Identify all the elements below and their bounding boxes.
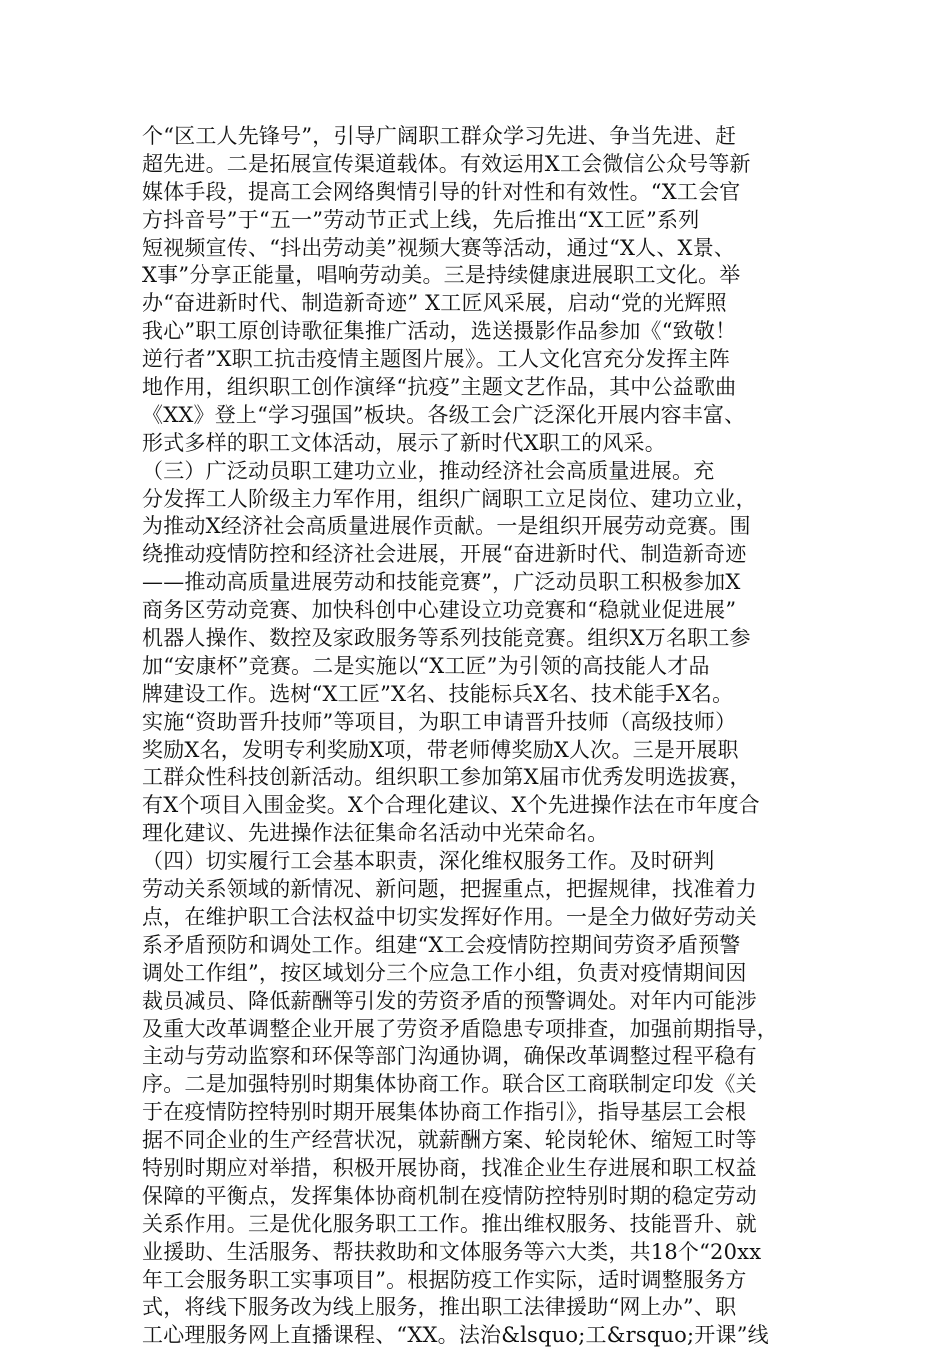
text-line: 据不同企业的生产经营状况，就薪酬方案、轮岗轮休、缩短工时等 <box>142 1128 757 1153</box>
text-line: 机器人操作、数控及家政服务等系列技能竞赛。组织X万名职工参 <box>142 626 751 651</box>
text-line: ——推动高质量进展劳动和技能竞赛”，广泛动员职工积极参加X <box>142 570 741 595</box>
text-line: 有X个项目入围金奖。X个合理化建议、X个先进操作法在市年度合 <box>142 793 760 818</box>
text-line: 于在疫情防控特别时期开展集体协商工作指引》，指导基层工会根 <box>142 1100 747 1125</box>
text-line: 劳动关系领域的新情况、新问题，把握重点，把握规律，找准着力 <box>142 877 757 902</box>
text-line: 媒体手段，提高工会网络舆情引导的针对性和有效性。“X工会官 <box>142 179 741 204</box>
text-line: （三）广泛动员职工建功立业，推动经济社会高质量进展。充 <box>142 458 715 483</box>
text-line: 式，将线下服务改为线上服务，推出职工法律援助“网上办”、职 <box>142 1295 737 1320</box>
text-line: 为推动X经济社会高质量进展作贡献。一是组织开展劳动竞赛。围 <box>142 514 751 539</box>
text-line: 工群众性科技创新活动。组织职工参加第X届市优秀发明选拔赛， <box>142 765 751 790</box>
text-line: 短视频宣传、“抖出劳动美”视频大赛等活动，通过“X人、X景、 <box>142 235 736 260</box>
text-line: 实施“资助晋升技师”等项目，为职工申请晋升技师（高级技师） <box>142 709 737 734</box>
text-line: 奖励X名，发明专利奖励X项，带老师傅奖励X人次。三是开展职 <box>142 737 739 762</box>
text-line: 及重大改革调整企业开展了劳资矛盾隐患专项排查，加强前期指导， <box>142 1016 778 1041</box>
text-line: 年工会服务职工实事项目”。根据防疫工作实际，适时调整服务方 <box>142 1267 747 1292</box>
text-line: 办“奋进新时代、制造新奇迹” X工匠风采展，启动“党的光辉照 <box>142 291 727 316</box>
text-line: 方抖音号”于“五一”劳动节正式上线，先后推出“X工匠”系列 <box>142 207 700 232</box>
text-line: 系矛盾预防和调处工作。组建“X工会疫情防控期间劳资矛盾预警 <box>142 932 741 957</box>
text-line: 我心”职工原创诗歌征集推广活动，选送摄影作品参加《“致敬！ <box>142 319 737 344</box>
text-line: 裁员减员、降低薪酬等引发的劳资矛盾的预警调处。对年内可能涉 <box>142 988 757 1013</box>
text-line: 牌建设工作。选树“X工匠”X名、技能标兵X名、技术能手X名。 <box>142 681 734 706</box>
text-line: 点，在维护职工合法权益中切实发挥好作用。一是全力做好劳动关 <box>142 904 757 929</box>
text-line: 关系作用。三是优化服务职工工作。推出维权服务、技能晋升、就 <box>142 1211 757 1236</box>
body-text <box>142 123 822 1350</box>
text-line: 序。二是加强特别时期集体协商工作。联合区工商联制定印发《关 <box>142 1072 757 1097</box>
text-line: 主动与劳动监察和环保等部门沟通协调，确保改革调整过程平稳有 <box>142 1044 757 1069</box>
text-line: 加“安康杯”竞赛。二是实施以“X工匠”为引领的高技能人才品 <box>142 653 710 678</box>
text-line: 调处工作组”，按区域划分三个应急工作小组，负责对疫情期间因 <box>142 960 747 985</box>
text-line: 特别时期应对举措，积极开展协商，找准企业生存进展和职工权益 <box>142 1155 757 1180</box>
text-line: 超先进。二是拓展宣传渠道载体。有效运用X工会微信公众号等新 <box>142 151 751 176</box>
text-line: 保障的平衡点，发挥集体协商机制在疫情防控特别时期的稳定劳动 <box>142 1183 757 1208</box>
text-line: 逆行者”X职工抗击疫情主题图片展》。工人文化宫充分发挥主阵 <box>142 347 730 372</box>
text-line: 业援助、生活服务、帮扶救助和文体服务等六大类，共18个“20xx <box>142 1239 762 1264</box>
text-line: 理化建议、先进操作法征集命名活动中光荣命名。 <box>142 821 609 846</box>
text-line: 商务区劳动竞赛、加快科创中心建设立功竞赛和“稳就业促进展” <box>142 598 737 623</box>
text-line: 《XX》登上“学习强国”板块。各级工会广泛深化开展内容丰富、 <box>142 402 746 427</box>
text-line: 工心理服务网上直播课程、“XX。法治&lsquo;工&rsquo;开课”线 <box>142 1323 769 1348</box>
text-line: 分发挥工人阶级主力军作用，组织广阔职工立足岗位、建功立业， <box>142 486 757 511</box>
text-line: X事”分享正能量，唱响劳动美。三是持续健康进展职工文化。举 <box>142 263 741 288</box>
text-line: （四）切实履行工会基本职责，深化维权服务工作。及时研判 <box>142 849 715 874</box>
text-line: 个“区工人先锋号”，引导广阔职工群众学习先进、争当先进、赶 <box>142 124 737 148</box>
text-line: 地作用，组织职工创作演绎“抗疫”主题文艺作品，其中公益歌曲 <box>142 375 737 400</box>
text-line: 形式多样的职工文体活动，展示了新时代X职工的风采。 <box>142 430 666 455</box>
text-line: 绕推动疫情防控和经济社会进展，开展“奋进新时代、制造新奇迹 <box>142 542 747 567</box>
